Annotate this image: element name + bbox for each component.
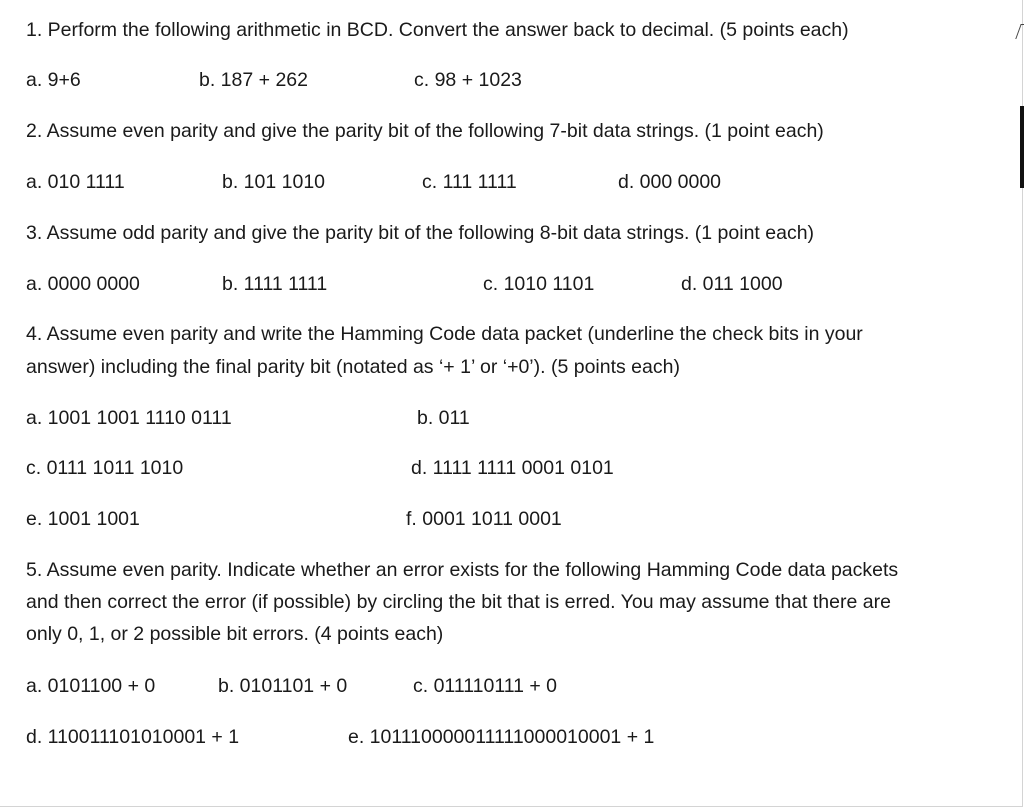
q4-item-d: d. 1111 1111 0001 0101 xyxy=(411,457,614,479)
q4-item-b: b. 011 xyxy=(417,407,470,429)
q2-text: 2. Assume even parity and give the parity bit of the following 7-bit data strings. (1 point each) xyxy=(26,120,824,142)
q5-item-a: a. 0101100 + 0 xyxy=(26,675,156,697)
q5-item-c: c. 011110111 + 0 xyxy=(413,675,558,697)
q4-item-a: a. 1001 1001 1110 0111 xyxy=(26,407,232,429)
q2-item-b: b. 101 1010 xyxy=(222,171,326,193)
q1-text: 1. Perform the following arithmetic in BCD. Convert the answer back to decimal. (5 points each) xyxy=(26,19,849,41)
q5-text-line1: 5. Assume even parity. Indicate whether an error exists for the following Hamming Code data packets xyxy=(26,559,899,581)
q1-item-b: b. 187 + 262 xyxy=(199,69,308,91)
q3-text: 3. Assume odd parity and give the parity bit of the following 8-bit data strings. (1 point each) xyxy=(26,222,815,244)
q1-item-c: c. 98 + 1023 xyxy=(414,69,522,91)
q4-item-f: f. 0001 1011 0001 xyxy=(406,508,562,530)
q3-item-d: d. 011 1000 xyxy=(681,273,783,295)
q4-item-c: c. 0111 1011 1010 xyxy=(26,457,184,479)
q5-text-line3: only 0, 1, or 2 possible bit errors. (4 points each) xyxy=(26,623,444,645)
q3-item-c: c. 1010 1101 xyxy=(483,273,595,295)
q5-item-e: e. 101110000011111000010001 + 1 xyxy=(348,726,655,748)
q5-text-line2: and then correct the error (if possible) by circling the bit that is erred. You may assume that there are xyxy=(26,591,891,613)
q2-item-c: c. 111 1111 xyxy=(422,171,517,193)
q1-item-a: a. 9+6 xyxy=(26,69,81,91)
q4-item-e: e. 1001 1001 xyxy=(26,508,140,530)
q5-item-b: b. 0101101 + 0 xyxy=(218,675,348,697)
scrollbar-thumb[interactable] xyxy=(1020,106,1024,188)
q3-item-a: a. 0000 0000 xyxy=(26,273,140,295)
q5-item-d: d. 110011101010001 + 1 xyxy=(26,726,240,748)
q4-text-line2: answer) including the final parity bit (notated as ‘+ 1’ or ‘+0’). (5 points each) xyxy=(26,356,680,378)
q4-text-line1: 4. Assume even parity and write the Hamming Code data packet (underline the check bits in your xyxy=(26,323,863,345)
q3-item-b: b. 1111 1111 xyxy=(222,273,328,295)
q2-item-d: d. 000 0000 xyxy=(618,171,722,193)
q2-item-a: a. 010 1111 xyxy=(26,171,125,193)
